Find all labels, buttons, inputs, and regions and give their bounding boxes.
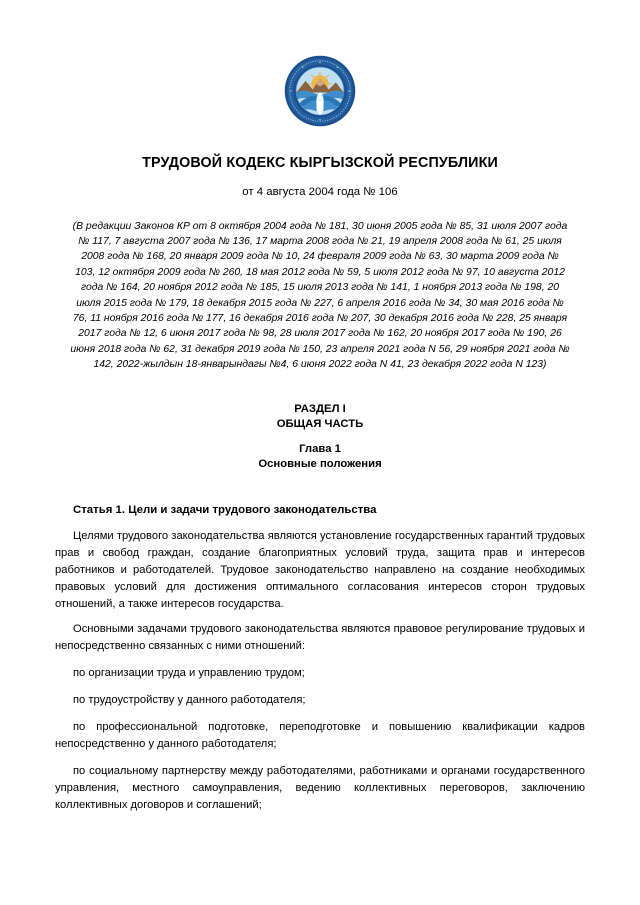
section-number: РАЗДЕЛ I [294,402,346,415]
amendments-note: (В редакции Законов КР от 8 октября 2004 года № 181, 30 июня 2005 года № 85, 31 июля 2007 года № 117, 7 августа 2007 года № 136, 17 марта 2008 года № 21, 19 апреля 2008 года № 61, 25 июля 2008 года № 168, 20 января 2009 года № 10, 24 февраля 2009 года № 63, 30 марта 2009 года № 103, 12 октября 2009 года № 260, 18 мая 2012 года № 59, 5 июля 2012 года № 97, 10 августа 2012 года № 164, 20 ноября 2012 года № 185, 15 июля 2013 года № 141, 1 ноября 2013 года № 198, 20 июля 2015 года № 179, 18 декабря 2015 года № 227, 6 апреля 2016 года № 34, 30 мая 2016 года № 76, 11 ноября 2016 года № 177, 16 декабря 2016 года № 207, 30 декабря 2016 года № 228, 25 января 2017 года № 12, 6 июня 2017 года № 98, 28 июля 2017 года № 162, 20 ноября 2017 года № 190, 26 июня 2018 года № 62, 31 декабря 2019 года № 150, 23 апреля 2021 года N 56, 29 ноября 2021 года № 142, 2022-жылдын 18-январындагы №4, 6 июня 2022 года N 41, 23 декабря 2022 года N 123) [70,220,570,371]
article-paragraph: Целями трудового законодательства являются установление государственных гарантий трудовых прав и свобод граждан, создание благоприятных условий труда, защита прав и интересов работников и работодателей. Трудовое законодательство направлено на создание необходимых правовых условий для достижения оптимального согласования интересов сторон трудовых отношений, а также интересов государства. [55,529,585,610]
section-headings [0,402,640,473]
title-block [0,155,640,200]
list-item: по трудоустройству у данного работодателя; [73,693,306,706]
list-item: по профессиональной подготовке, переподготовке и повышению квалификации кадров непосредственно у данного работодателя; [55,720,585,750]
chapter-number: Глава 1 [299,443,341,456]
document-date-line: от 4 августа 2004 года № 106 [242,185,398,198]
chapter-name: Основные положения [258,458,382,471]
list-item: по социальному партнерству между работодателями, работниками и органами государственного управления, местного самоуправления, ведению коллективных переговоров, заключению коллективных договоров и соглашений; [55,764,585,811]
section-name: ОБЩАЯ ЧАСТЬ [276,417,364,430]
kyrgyz-republic-state-emblem-icon [284,55,356,127]
page-title: ТРУДОВОЙ КОДЕКС КЫРГЫЗСКОЙ РЕСПУБЛИКИ [142,155,498,171]
article-title: Статья 1. Цели и задачи трудового законодательства [73,504,377,517]
emblem-container [0,0,640,127]
article-paragraph: Основными задачами трудового законодательства являются правовое регулирование трудовых и непосредственно связанных с ними отношений: [55,622,585,652]
list-item: по организации труда и управлению трудом; [73,666,305,679]
article-section [0,503,640,814]
heading-spacer [0,431,640,442]
